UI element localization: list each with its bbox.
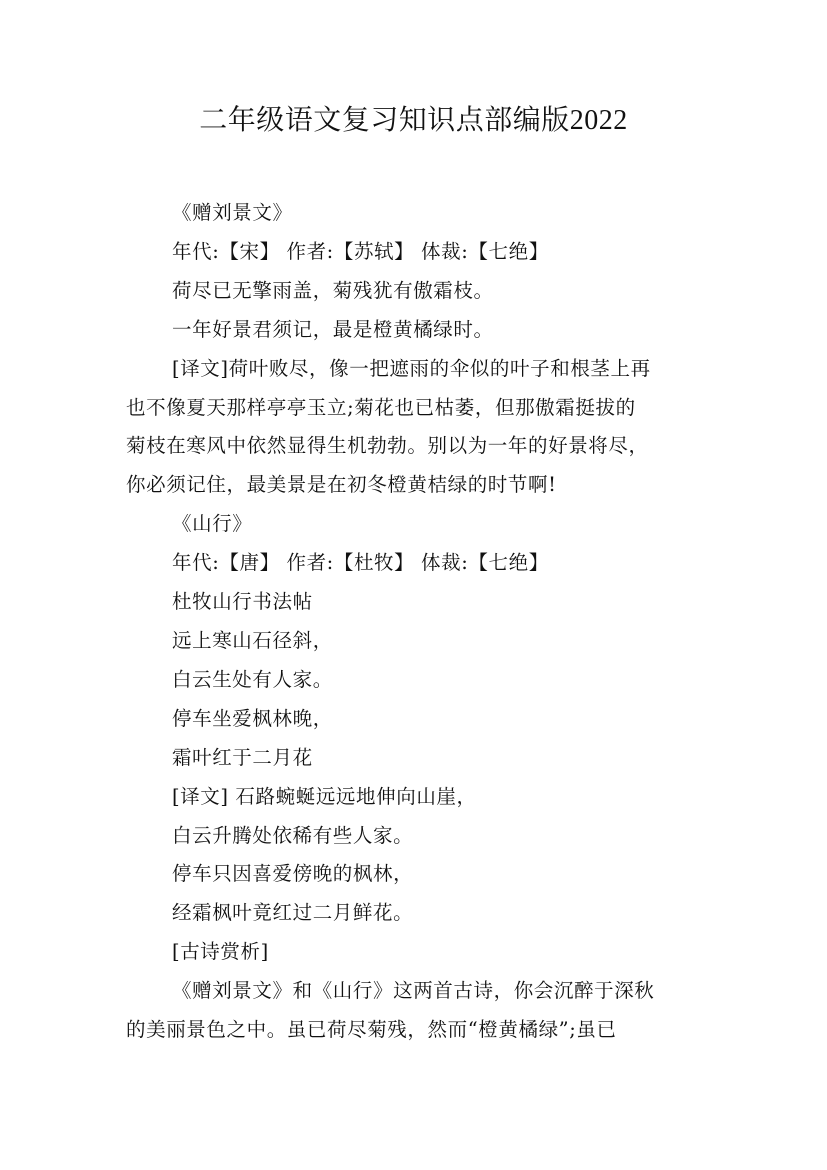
poem-meta: 年代:【唐】 作者:【杜牧】 体裁:【七绝】 <box>172 551 549 575</box>
translation-line: 也不像夏天那样亭亭玉立;菊花也已枯萎，但那傲霜挺拔的 <box>126 395 636 419</box>
poem-title: 《赠刘景文》 <box>172 201 293 224</box>
translation-line: 菊枝在寒风中依然显得生机勃勃。别以为一年的好景将尽， <box>126 434 649 458</box>
poem-line: 停车坐爱枫林晚， <box>172 706 333 730</box>
translation-line: 白云升腾处依稀有些人家。 <box>172 823 414 847</box>
poem-line: 一年好景君须记，最是橙黄橘绿时。 <box>172 317 494 341</box>
translation-line: [译文] 石路蜿蜒远远地伸向山崖， <box>172 784 477 808</box>
document-title: 二年级语文复习知识点部编版2022 <box>199 105 628 136</box>
section-heading: [古诗赏析] <box>172 940 269 964</box>
poem-title: 《山行》 <box>172 512 253 536</box>
translation-line: 经霜枫叶竟红过二月鲜花。 <box>172 901 414 925</box>
poem-line: 远上寒山石径斜， <box>172 628 333 652</box>
translation-line: [译文]荷叶败尽，像一把遮雨的伞似的叶子和根茎上再 <box>172 356 651 380</box>
poem-meta: 年代:【宋】 作者:【苏轼】 体裁:【七绝】 <box>172 239 549 263</box>
poem-line: 荷尽已无擎雨盖，菊残犹有傲霜枝。 <box>172 278 494 302</box>
translation-line: 停车只因喜爱傍晚的枫林， <box>172 862 414 886</box>
poem-line: 霜叶红于二月花 <box>172 745 313 769</box>
appreciation-line: 《赠刘景文》和《山行》这两首古诗，你会沉醉于深秋 <box>172 979 655 1003</box>
appreciation-line: 的美丽景色之中。虽已荷尽菊残，然而“橙黄橘绿”;虽已 <box>126 1018 617 1042</box>
translation-line: 你必须记住，最美景是在初冬橙黄桔绿的时节啊! <box>126 473 557 497</box>
poem-line: 白云生处有人家。 <box>172 667 333 691</box>
document-body <box>126 194 716 1050</box>
calligraphy-caption: 杜牧山行书法帖 <box>172 590 313 614</box>
